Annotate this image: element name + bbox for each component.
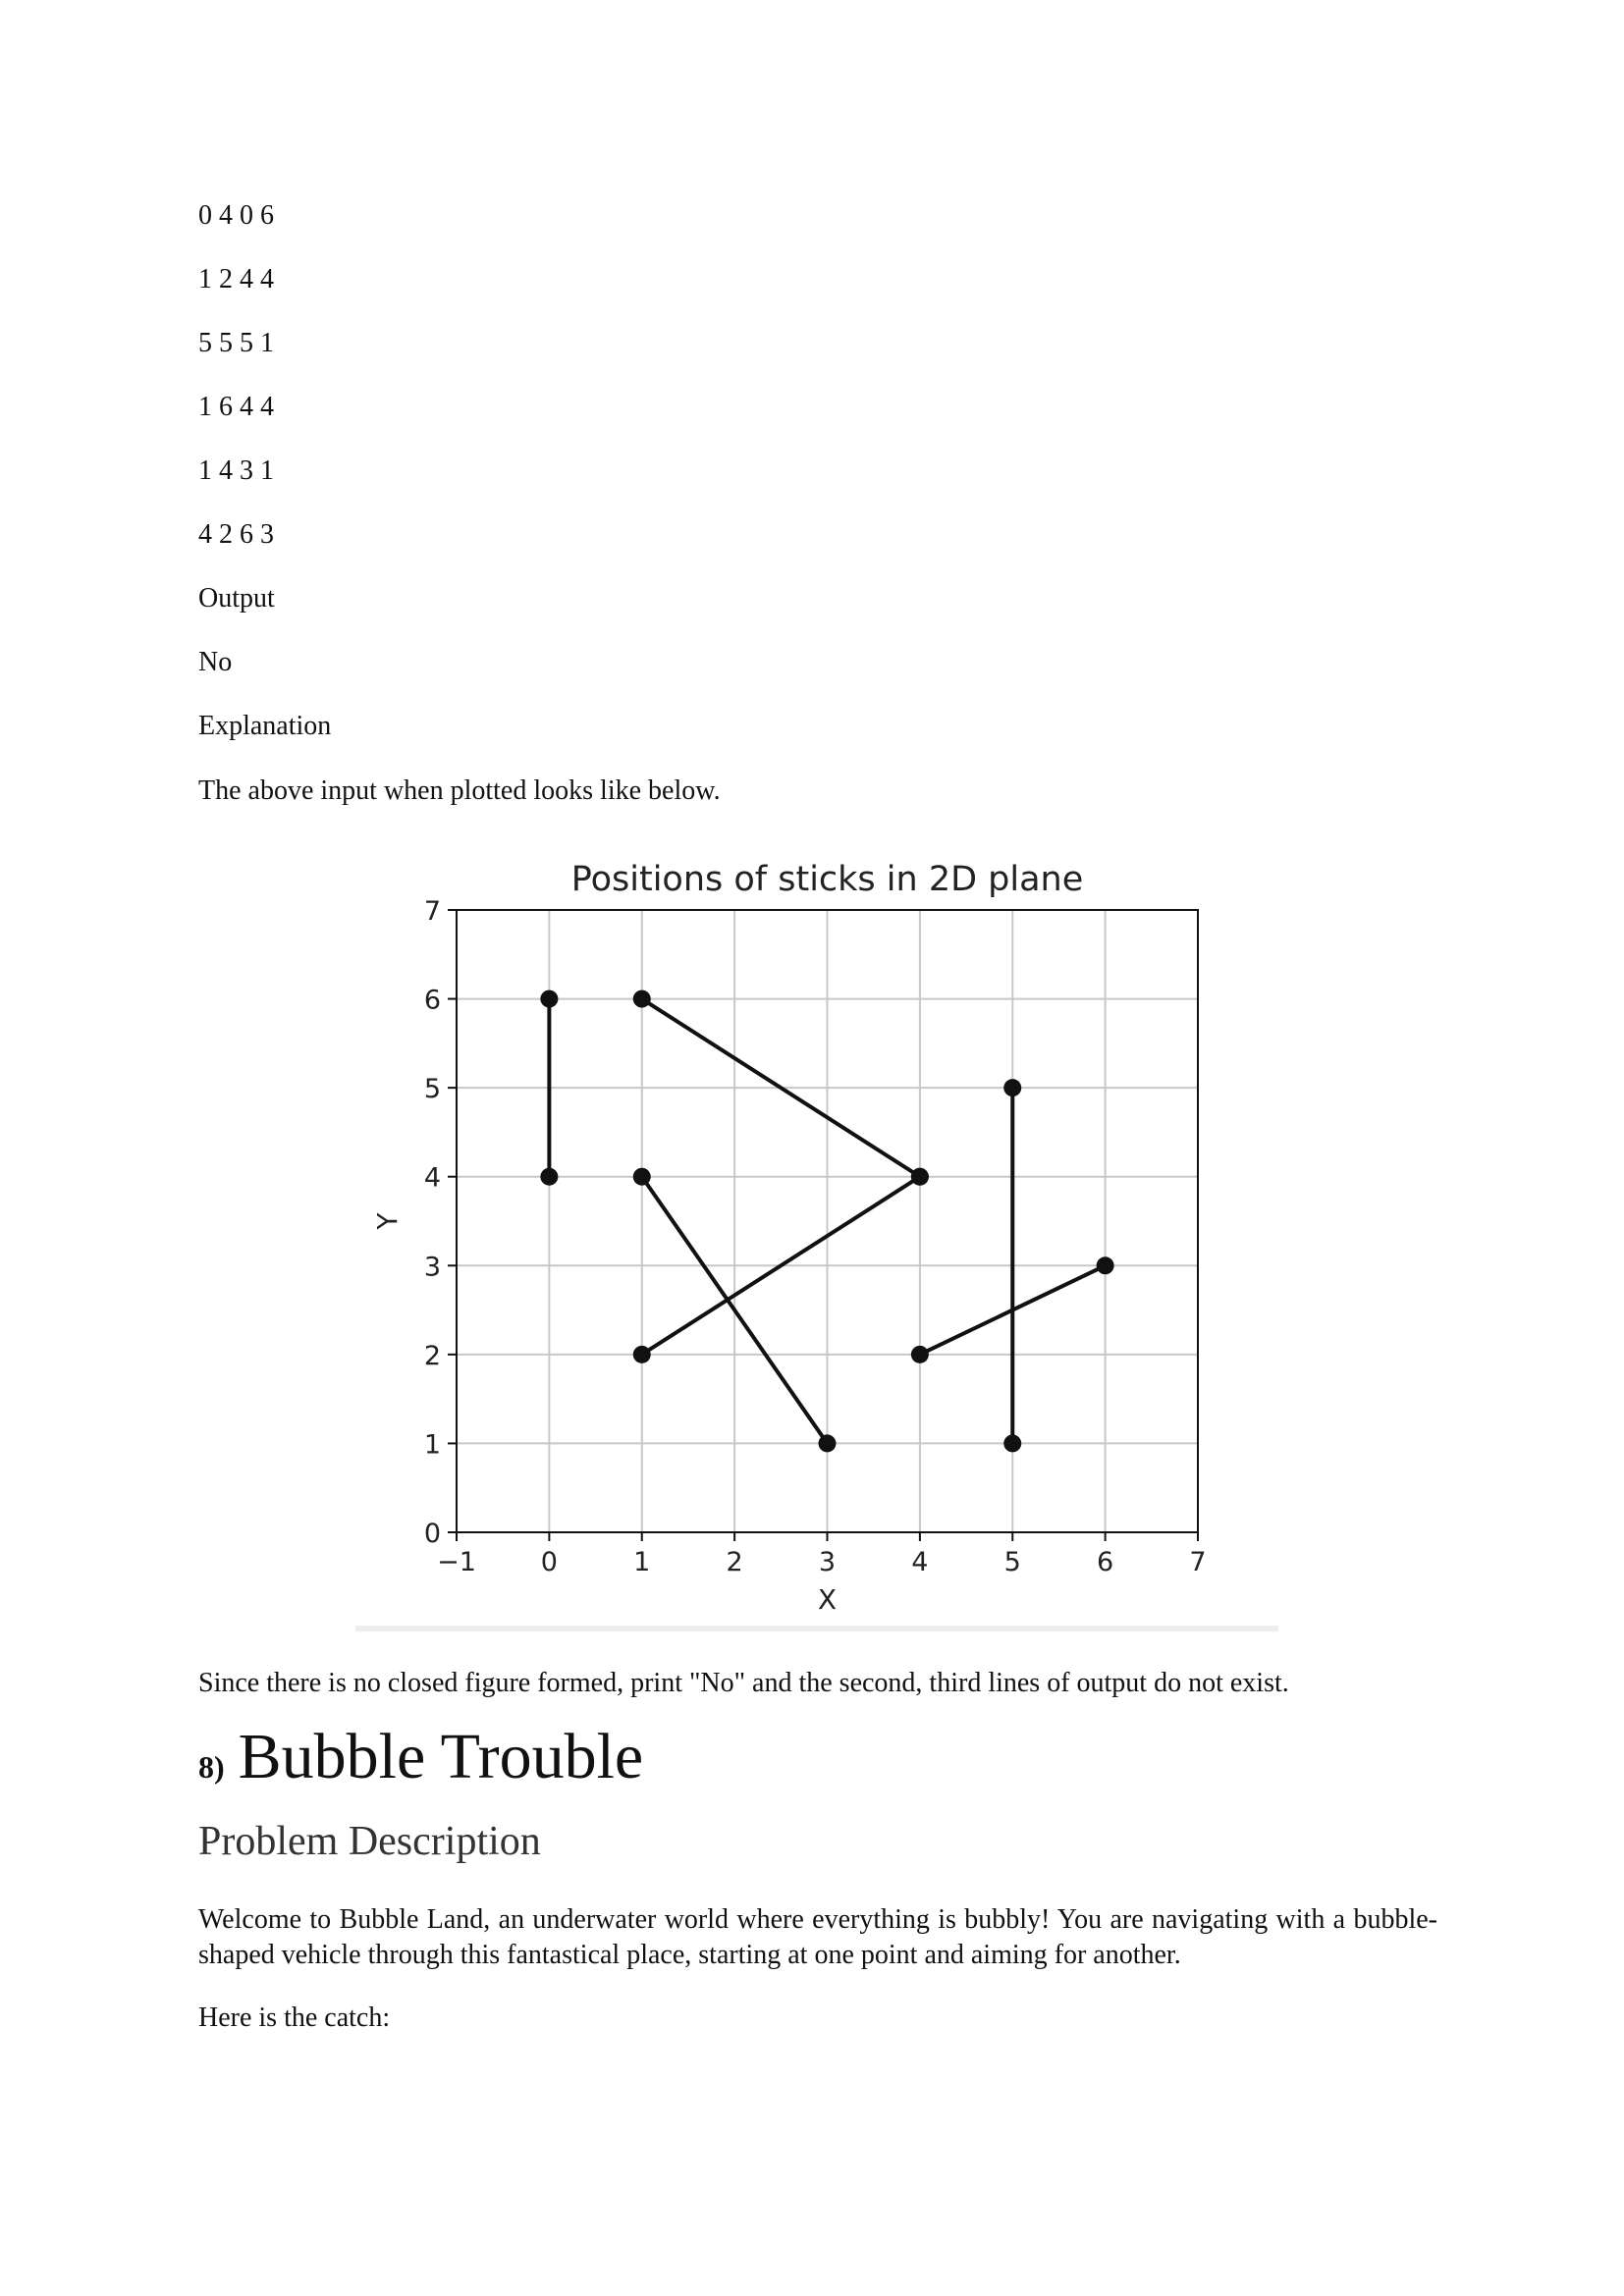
- section-title: Bubble Trouble: [238, 1721, 644, 1792]
- y-tick-label: 0: [423, 1519, 441, 1549]
- stick-endpoint: [819, 1434, 837, 1452]
- x-tick-label: 7: [1189, 1547, 1207, 1577]
- section-subtitle: Problem Description: [198, 1819, 541, 1864]
- chart-x-axis-label: X: [817, 1583, 838, 1616]
- x-tick-label: 1: [633, 1547, 651, 1577]
- explanation-text: The above input when plotted looks like below.: [198, 775, 721, 806]
- input-line-2: 1 2 4 4: [198, 264, 274, 294]
- stick-endpoint: [633, 1346, 651, 1363]
- input-line-3: 5 5 5 1: [198, 328, 274, 358]
- x-tick-label: 2: [726, 1547, 743, 1577]
- stick-endpoint: [911, 1168, 929, 1186]
- x-tick-label: 0: [540, 1547, 558, 1577]
- stick-endpoint: [540, 1168, 558, 1186]
- catch-text: Here is the catch:: [198, 2002, 391, 2033]
- output-label: Output: [198, 583, 275, 614]
- sticks-chart: [355, 844, 1278, 1635]
- stick-endpoint: [633, 1168, 651, 1186]
- input-line-1: 0 4 0 6: [198, 200, 274, 231]
- explanation-label: Explanation: [198, 711, 332, 741]
- y-tick-label: 7: [423, 896, 441, 927]
- chart-svg: [355, 844, 1278, 1635]
- stick-endpoint: [540, 990, 558, 1008]
- stick-endpoint: [911, 1346, 929, 1363]
- section-heading: [198, 1720, 643, 1794]
- section-paragraph: Welcome to Bubble Land, an underwater world where everything is bubbly! You are navigating with a bubble-shaped vehicle through this fantastical place, starting at one point and aiming for another.: [198, 1904, 1437, 1970]
- x-tick-label: 4: [911, 1547, 929, 1577]
- stick-endpoint: [1003, 1079, 1021, 1096]
- x-tick-label: −1: [437, 1547, 476, 1577]
- output-value: No: [198, 647, 233, 677]
- after-chart-text: Since there is no closed figure formed, print "No" and the second, third lines of output do not exist.: [198, 1668, 1289, 1698]
- chart-background: [355, 844, 1278, 1635]
- input-line-4: 1 6 4 4: [198, 392, 274, 422]
- x-tick-label: 6: [1097, 1547, 1114, 1577]
- y-tick-label: 5: [423, 1074, 441, 1105]
- chart-y-axis-label: Y: [371, 1212, 404, 1230]
- input-line-6: 4 2 6 3: [198, 519, 274, 550]
- stick-endpoint: [1097, 1256, 1114, 1274]
- y-tick-label: 2: [423, 1340, 441, 1371]
- input-line-5: 1 4 3 1: [198, 455, 274, 486]
- x-tick-label: 5: [1003, 1547, 1021, 1577]
- y-tick-label: 6: [423, 985, 441, 1016]
- stick-endpoint: [633, 990, 651, 1008]
- chart-title: Positions of sticks in 2D plane: [570, 860, 1084, 899]
- y-tick-label: 3: [423, 1252, 441, 1283]
- y-tick-label: 4: [423, 1162, 441, 1194]
- chart-bottom-shadow: [355, 1626, 1278, 1631]
- stick-endpoint: [1003, 1434, 1021, 1452]
- y-tick-label: 1: [423, 1429, 441, 1461]
- section-number: 8): [198, 1749, 225, 1785]
- x-tick-label: 3: [818, 1547, 837, 1577]
